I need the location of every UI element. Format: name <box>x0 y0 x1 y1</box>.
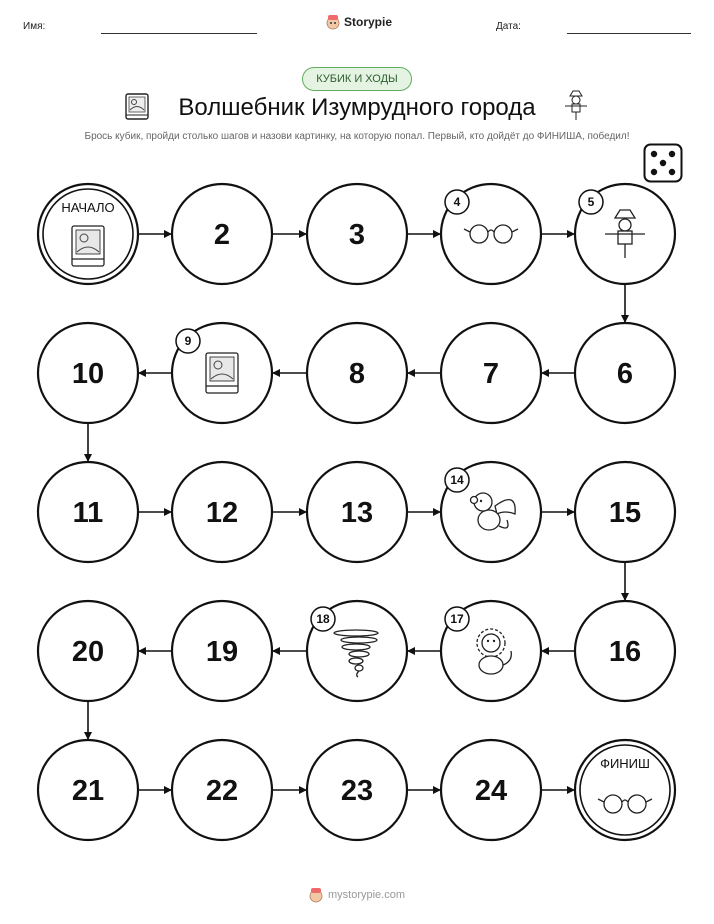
space-label: НАЧАЛО <box>61 200 115 215</box>
space-label: ФИНИШ <box>600 756 650 771</box>
brand-name: Storypie <box>344 15 393 29</box>
space-number: 20 <box>71 636 105 668</box>
space-number: 5 <box>587 195 595 209</box>
space-number: 24 <box>474 775 508 807</box>
space-number: 13 <box>340 497 374 529</box>
space-19[interactable] <box>172 601 272 701</box>
space-number: 23 <box>340 775 374 807</box>
space-number: 4 <box>453 195 461 209</box>
space-14[interactable] <box>441 462 541 562</box>
instructions: Брось кубик, пройди столько шагов и назови картинку, на которую попал. Первый, кто дойдёт до ФИНИША, победил! <box>84 131 630 142</box>
book-icon <box>72 226 104 266</box>
space-16[interactable] <box>575 601 675 701</box>
space-3[interactable] <box>307 184 407 284</box>
space-number: 12 <box>205 497 239 529</box>
name-label: Имя: <box>23 21 46 32</box>
space-21[interactable] <box>38 740 138 840</box>
book-icon <box>206 353 238 393</box>
space-number: 6 <box>616 358 634 390</box>
space-5[interactable] <box>575 184 675 284</box>
space-8[interactable] <box>307 323 407 423</box>
space-number: 7 <box>482 358 500 390</box>
space-number: 3 <box>348 219 366 251</box>
space-18[interactable] <box>307 601 407 701</box>
page-title: Волшебник Изумрудного города <box>178 94 536 121</box>
space-number: 19 <box>205 636 239 668</box>
date-label: Дата: <box>496 21 521 32</box>
space-10[interactable] <box>38 323 138 423</box>
space-number: 15 <box>608 497 642 529</box>
space-13[interactable] <box>307 462 407 562</box>
space-6[interactable] <box>575 323 675 423</box>
space-number: 11 <box>72 497 104 529</box>
space-number: 10 <box>71 358 105 390</box>
footer-site: mystorypie.com <box>327 889 406 901</box>
space-number: 16 <box>608 636 642 668</box>
space-17[interactable] <box>441 601 541 701</box>
space-4[interactable] <box>441 184 541 284</box>
space-2[interactable] <box>172 184 272 284</box>
space-number: 18 <box>316 612 330 626</box>
space-23[interactable] <box>307 740 407 840</box>
footer <box>0 887 714 903</box>
space-22[interactable] <box>172 740 272 840</box>
space-24[interactable] <box>441 740 541 840</box>
space-number: 8 <box>348 358 366 390</box>
tag-badge: КУБИК И ХОДЫ <box>302 67 412 91</box>
space-number: 14 <box>450 473 464 487</box>
space-number: 21 <box>71 775 105 807</box>
space-number: 22 <box>205 775 239 807</box>
mascot-icon <box>309 887 323 903</box>
space-finish[interactable] <box>575 740 675 840</box>
space-number: 2 <box>213 219 231 251</box>
space-number: 9 <box>184 334 192 348</box>
space-20[interactable] <box>38 601 138 701</box>
space-11[interactable] <box>38 462 138 562</box>
space-15[interactable] <box>575 462 675 562</box>
space-9[interactable] <box>172 323 272 423</box>
space-start[interactable] <box>38 184 138 284</box>
space-7[interactable] <box>441 323 541 423</box>
space-12[interactable] <box>172 462 272 562</box>
space-number: 17 <box>450 612 464 626</box>
